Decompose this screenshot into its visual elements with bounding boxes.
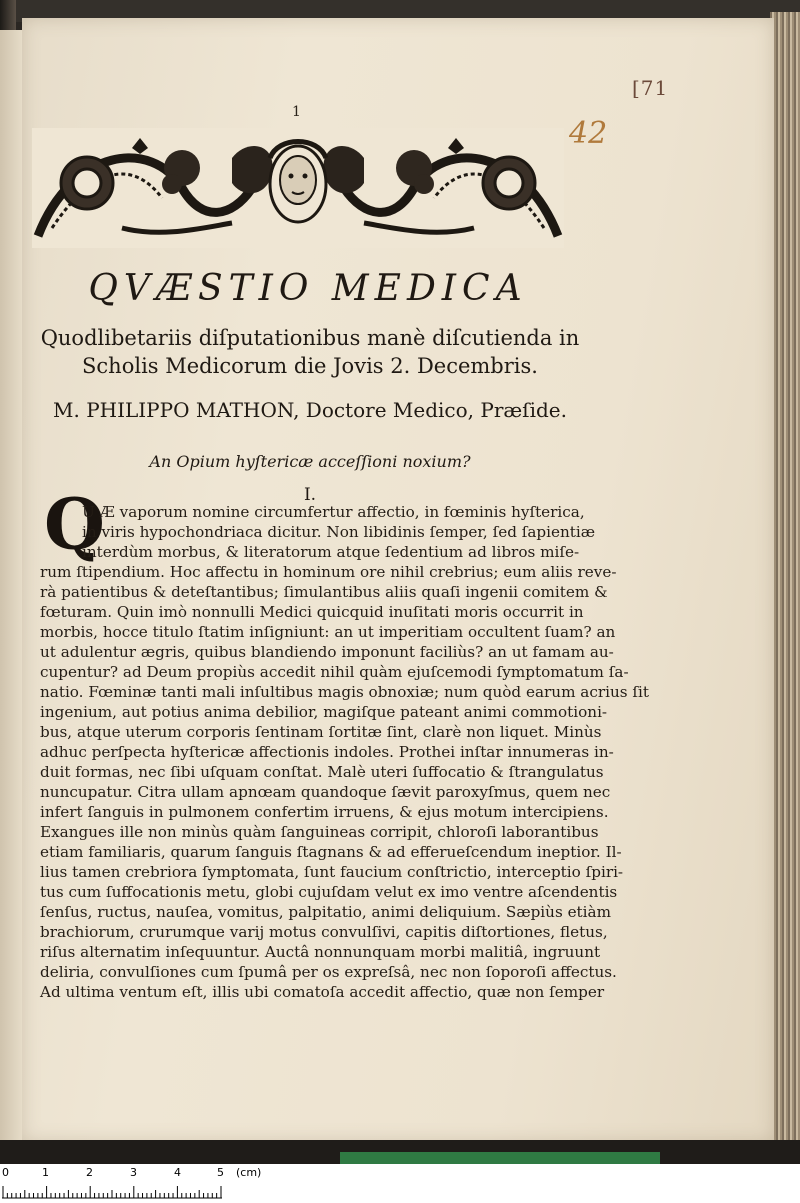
body-line: deliria, convulſiones cum ſpumâ per os expreſsâ, nec non ſoporoſi affectus. (40, 963, 617, 981)
ruler-label: 5 (217, 1166, 224, 1179)
page-stack-edge (770, 12, 800, 1152)
praeses-line: M. PHILIPPO MATHON, Doctore Medico, Præſide. (53, 398, 567, 422)
ruler-label: 3 (130, 1166, 137, 1179)
ruler-ticks (0, 1184, 260, 1202)
handwritten-annotation-number: 42 (569, 116, 608, 151)
body-line: fœturam. Quin imò nonnulli Medici quicquid inuſitati moris occurrit in (40, 603, 584, 621)
ruler-label: 0 (2, 1166, 9, 1179)
body-line: adhuc perſpecta hyſtericæ affectionis indoles. Prothei inſtar innumeras in- (40, 743, 614, 761)
body-line: natio. Fœminæ tanti mali inſultibus magis obnoxiæ; num quòd earum acrius ſit (40, 683, 649, 701)
ruler-unit-label: (cm) (236, 1166, 262, 1179)
document-title: QVÆSTIO MEDICA (88, 268, 528, 309)
ruler-label: 1 (42, 1166, 49, 1179)
body-line: Exangues ille non minùs quàm ſanguineas corripit, chloroſi laborantibus (40, 823, 599, 841)
subtitle-line-2: Scholis Medicorum die Jovis 2. Decembris. (82, 354, 538, 378)
handwritten-annotation-top: [71 (632, 76, 669, 100)
woodcut-headpiece-ornament (32, 128, 564, 248)
body-line: ingenium, aut potius anima debilior, magiſque pateant animi commotioni- (40, 703, 608, 721)
body-line: riſus alternatim inſequuntur. Auctâ nonnunquam morbi malitiâ, ingruunt (40, 943, 601, 961)
disputation-question: An Opium hyſtericæ acceſſioni noxium? (149, 452, 471, 471)
page-folio: 1 (292, 104, 301, 120)
body-line: bus, atque uterum corporis ſentinam ſortitæ ſint, clarè non liquet. Minùs (40, 723, 602, 741)
body-line: duit formas, nec ſibi uſquam conſtat. Malè uteri ſuffocatio & ſtrangulatus (40, 763, 604, 781)
body-line: tus cum ſuffocationis metu, globi cujuſdam velut ex imo ventre aſcendentis (40, 883, 618, 901)
body-line: rum ſtipendium. Hoc affectu in hominum ore nihil crebrius; eum aliis reve- (40, 563, 617, 581)
body-line: lius tamen crebriora ſymptomata, ſunt faucium conſtrictio, interceptio ſpiri- (40, 863, 624, 881)
facing-page-edge (0, 30, 23, 1140)
ruler-label: 2 (86, 1166, 93, 1179)
body-line: U Æ vaporum nomine circumfertur affectio, in fœminis hyſterica, (82, 503, 585, 521)
section-number: I. (303, 485, 317, 505)
body-line: ut adulentur ægris, quibus blandiendo imponunt faciliùs? an ut famam au- (40, 643, 614, 661)
body-line: in viris hypochondriaca dicitur. Non libidinis ſemper, ſed ſapientiæ (82, 523, 595, 541)
body-line: morbis, hocce titulo ſtatim inſigniunt: an ut imperitiam occultent ſuam? an (40, 623, 616, 641)
drop-cap-letter: Q (44, 483, 105, 566)
body-line: brachiorum, crurumque varij motus convulſivi, capitis diſtortiones, fletus, (40, 923, 608, 941)
body-line: interdùm morbus, & literatorum atque ſedentium ad libros miſe- (82, 543, 580, 561)
background-green-strip (340, 1152, 660, 1164)
subtitle-line-1: Quodlibetariis diſputationibus manè diſcutienda in (40, 326, 580, 350)
body-line: etiam familiaris, quarum ſanguis ſtagnans & ad efferueſcendum ineptior. Il- (40, 843, 622, 861)
body-line: nuncupatur. Citra ullam apnœam quandoque ſævit paroxyſmus, quem nec (40, 783, 611, 801)
scale-ruler (0, 1164, 800, 1203)
body-line: infert ſanguis in pulmonem confertim irruens, & ejus motum intercipiens. (40, 803, 609, 821)
ruler-label: 4 (174, 1166, 181, 1179)
body-line: ſenſus, ructus, nauſea, vomitus, palpitatio, animi deliquium. Sæpiùs etiàm (40, 903, 611, 921)
body-line: cupentur? ad Deum propiùs accedit nihil quàm ejuſcemodi ſymptomatum ſa- (40, 663, 629, 681)
body-line: Ad ultima ventum eſt, illis ubi comatoſa accedit affectio, quæ non ſemper (40, 983, 605, 1001)
body-line: rà patientibus & deteſtantibus; ſimulantibus aliis quaſi ingenii comitem & (40, 583, 608, 601)
